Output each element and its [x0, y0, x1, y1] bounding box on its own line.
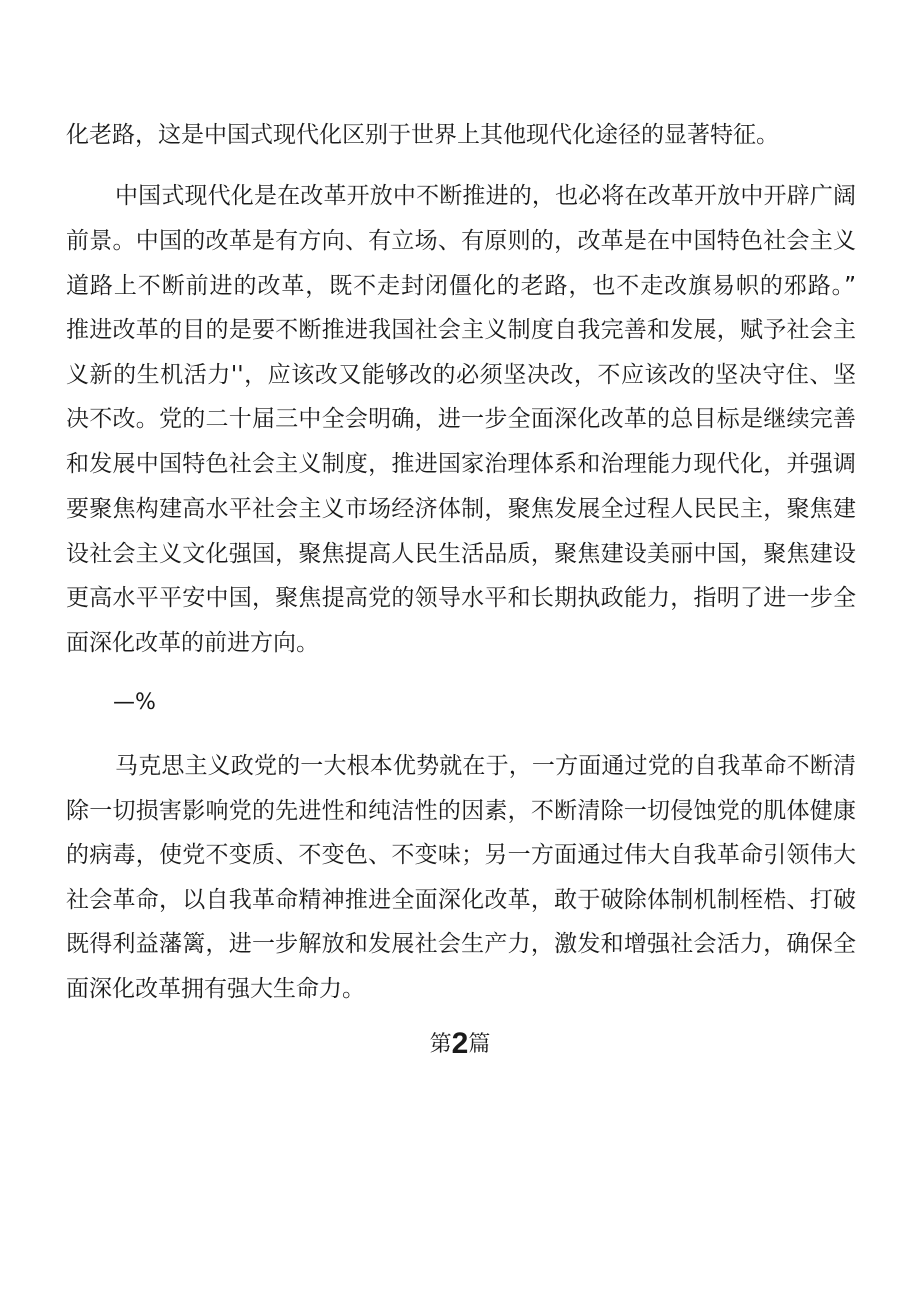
paragraph-line: 道路上不断前进的改革，既不走封闭僵化的老路，也不走改旗易帜的邪路。”	[66, 273, 856, 299]
paragraph-line: 和发展中国特色社会主义制度，推进国家治理体系和治理能力现代化，并强调	[66, 451, 856, 477]
paragraph-line: 的病毒，使党不变质、不变色、不变味；另一方面通过伟大自我革命引领伟大	[66, 842, 856, 868]
chapter-heading	[0, 1027, 920, 1062]
paragraph-line: 要聚焦构建高水平社会主义市场经济体制，聚焦发展全过程人民民主，聚焦建	[66, 496, 856, 522]
chapter-suffix: 篇	[468, 1032, 491, 1057]
chapter-number: 2	[451, 1027, 469, 1060]
paragraph-line: 化老路，这是中国式现代化区别于世界上其他现代化途径的显著特征。	[66, 122, 779, 148]
paragraph-line: 既得利益藩篱，进一步解放和发展社会生产力，激发和增强社会活力，确保全	[66, 931, 856, 957]
paragraph-line: 前景。中国的改革是有方向、有立场、有原则的，改革是在中国特色社会主义	[66, 228, 856, 254]
paragraph-line: 推进改革的目的是要不断推进我国社会主义制度自我完善和发展，赋予社会主	[66, 317, 856, 343]
paragraph-line: 面深化改革的前进方向。	[66, 630, 319, 656]
paragraph-line: 决不改。党的二十届三中全会明确，进一步全面深化改革的总目标是继续完善	[66, 406, 856, 432]
paragraph-line: 除一切损害影响党的先进性和纯洁性的因素，不断清除一切侵蚀党的肌体健康	[66, 798, 856, 824]
paragraph-line: 面深化改革拥有强大生命力。	[66, 976, 365, 1002]
paragraph-line: 义新的生机活力''，应该改又能够改的必须坚决改，不应该改的坚决守住、坚	[66, 362, 856, 388]
paragraph-line: 更高水平平安中国，聚焦提高党的领导水平和长期执政能力，指明了进一步全	[66, 585, 856, 611]
chapter-prefix: 第	[429, 1032, 452, 1057]
section-marker: —%	[113, 690, 156, 715]
paragraph-line: 设社会主义文化强国，聚焦提高人民生活品质，聚焦建设美丽中国，聚焦建设	[66, 541, 856, 567]
paragraph-line: 马克思主义政党的一大根本优势就在于，一方面通过党的自我革命不断清	[115, 753, 856, 779]
paragraph-line: 社会革命，以自我革命精神推进全面深化改革，敢于破除体制机制桎梏、打破	[66, 887, 856, 913]
paragraph-line: 中国式现代化是在改革开放中不断推进的，也必将在改革开放中开辟广阔	[115, 183, 856, 209]
